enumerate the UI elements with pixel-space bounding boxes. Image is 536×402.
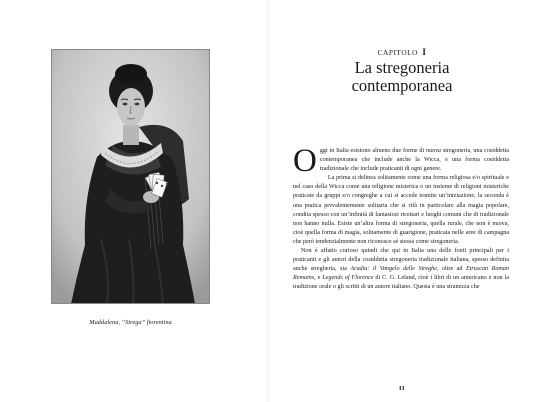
chapter-title-line-1: La stregoneria	[354, 58, 450, 77]
paragraph-2: La prima si delinea solitamente come una forma religiosa e/o spirituale e nel caso della Wicca come una religione misterica o un insieme di religioni misteriche praticate da gruppi e/o congreghe a cui si accede tramite un’iniziazione, la seconda è una pratica prevalentemente solitaria che si rifà in particolare alla magia popolare, condita spesso con un’infinità di fantasiosi ricettari e luoghi comuni che di tradizionale non hanno nulla. Esiste un’altra forma di stregoneria, quella rurale, che non è nuova, cioè quella forma di magia, solitamente di guarigione, praticata nelle aree di campagna che però tendenzialmente non riconosce sé stessa come stregoneria.	[293, 175, 509, 245]
page-number: II	[398, 385, 406, 392]
paragraph-1: Oggi in Italia esistono almeno due forme di nuova stregoneria, una cosiddetta contemporanea che include anche la Wicca, e una forma cosiddetta tradizionale che include praticanti di ogni genere.	[293, 143, 509, 179]
right-page	[268, 0, 536, 402]
body-text	[293, 143, 509, 293]
chapter-title	[268, 59, 536, 95]
chapter-word: CAPITOLO	[377, 48, 419, 57]
chapter-title-line-2: contemporanea	[351, 76, 453, 95]
drop-cap: O	[293, 143, 317, 179]
paragraph-3: Non è affatto curioso quindi che qui in Italia una delle fonti principali per i praticanti e gli autori della cosiddetta stregoneria tradizionale italiana, spesso definita anche stregheria, sia Aradia: il Vangelo delle Streghe, oltre ad Etruscan Roman Remains, e Legends of Florence di C. G. Leland, cioè i libri di un americano e non la tradizione orale o gli scritti di un autore italiano. Questa è una stranezza che	[293, 248, 509, 291]
chapter-number: I	[422, 47, 427, 57]
chapter-label	[268, 47, 536, 57]
portrait-photograph	[51, 49, 210, 304]
photo-caption: Maddalena, “Strega” fiorentina	[89, 319, 172, 326]
